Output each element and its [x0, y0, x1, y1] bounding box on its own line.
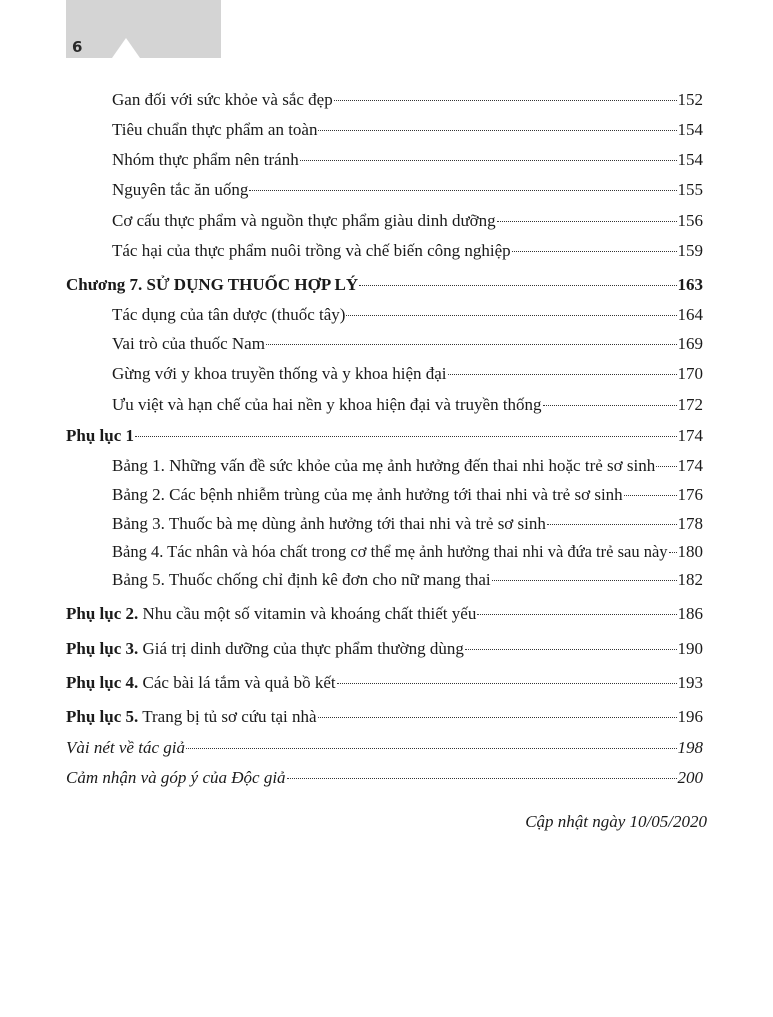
toc-chapter-title: Chương 7. SỬ DỤNG THUỐC HỢP LÝ [66, 275, 359, 294]
toc-entry [112, 455, 703, 477]
toc-entry-page: 172 [677, 395, 703, 414]
toc-entry-title: Tác dụng của tân dược (thuốc tây) [112, 305, 346, 324]
toc-entry-title: Tiêu chuẩn thực phẩm an toàn [112, 120, 318, 139]
toc-entry-title: Vài nét về tác giả [66, 738, 185, 757]
toc-appendix-page: 190 [677, 639, 703, 658]
appendix-label: Phụ lục 1 [66, 426, 135, 445]
toc-appendix-title [66, 425, 134, 447]
appendix-text: Các bài lá tắm và quả bồ kết [138, 673, 336, 692]
dot-leader [337, 683, 677, 684]
toc-appendix-title [66, 638, 464, 660]
toc-entry [66, 767, 703, 789]
dot-leader [266, 344, 677, 345]
toc-entry-title: Nguyên tắc ăn uống [112, 180, 249, 199]
dot-leader [669, 552, 677, 553]
toc-appendix [66, 638, 703, 660]
toc-appendix [66, 672, 703, 694]
toc-entry [112, 149, 703, 171]
toc-entry-page: 169 [677, 334, 703, 353]
toc-entry-title: Cảm nhận và góp ý của Độc giả [66, 768, 286, 787]
toc-entry [112, 363, 703, 385]
appendix-label: Phụ lục 2. [66, 604, 139, 623]
toc-entry-title: Bảng 5. Thuốc chống chỉ định kê đơn cho nữ mang thai [112, 570, 491, 589]
toc-appendix [66, 603, 703, 625]
toc-entry-title: Gan đối với sức khỏe và sắc đẹp [112, 90, 333, 109]
toc-entry [112, 210, 703, 232]
toc-chapter [66, 274, 703, 296]
tab-notch [112, 38, 140, 58]
appendix-text: Trang bị tủ sơ cứu tại nhà [138, 707, 317, 726]
appendix-text: Nhu cầu một số vitamin và khoáng chất thiết yếu [138, 604, 477, 623]
dot-leader [249, 190, 676, 191]
toc-appendix-page: 186 [677, 604, 703, 623]
toc-entry-title: Nhóm thực phẩm nên tránh [112, 150, 299, 169]
toc-entry-page: 178 [677, 514, 703, 533]
toc-entry-page: 159 [677, 241, 703, 260]
toc-entry-title: Bảng 2. Các bệnh nhiễm trùng của mẹ ảnh hưởng tới thai nhi và trẻ sơ sinh [112, 485, 623, 504]
dot-leader [543, 405, 677, 406]
dot-leader [186, 748, 677, 749]
toc-appendix-page: 196 [677, 707, 703, 726]
toc-entry-page: 154 [677, 120, 703, 139]
dot-leader [318, 717, 677, 718]
appendix-label: Phụ lục 3. [66, 639, 139, 658]
toc-appendix [66, 425, 703, 447]
toc-appendix [66, 706, 703, 728]
toc-entry-page: 164 [677, 305, 703, 324]
toc-entry-page: 200 [677, 768, 703, 787]
dot-leader [346, 315, 676, 316]
dot-leader [359, 285, 676, 286]
toc-entry [112, 484, 703, 506]
toc-entry-title: Bảng 4. Tác nhân và hóa chất trong cơ thể mẹ ảnh hưởng thai nhi và đứa trẻ sau này [112, 542, 668, 561]
dot-leader [656, 466, 676, 467]
dot-leader [135, 436, 676, 437]
toc-entry [112, 394, 703, 416]
toc-entry [112, 119, 703, 141]
dot-leader [477, 614, 676, 615]
toc-appendix-title [66, 706, 317, 728]
appendix-text: Giá trị dinh dưỡng của thực phẩm thường dùng [138, 639, 464, 658]
toc-entry [112, 179, 703, 201]
dot-leader [512, 251, 677, 252]
dot-leader [497, 221, 677, 222]
toc-entry [112, 304, 703, 326]
dot-leader [334, 100, 677, 101]
toc-entry-title: Bảng 3. Thuốc bà mẹ dùng ảnh hưởng tới thai nhi và trẻ sơ sinh [112, 514, 546, 533]
toc-entry-title: Tác hại của thực phẩm nuôi trồng và chế biến công nghiệp [112, 241, 511, 260]
toc-entry-page: 174 [677, 456, 703, 475]
toc-entry [112, 89, 703, 111]
dot-leader [300, 160, 677, 161]
toc-entry-page: 152 [677, 90, 703, 109]
toc-entry-page: 180 [677, 542, 703, 561]
page-number: 6 [72, 38, 83, 56]
dot-leader [624, 495, 677, 496]
toc-entry [112, 569, 703, 591]
appendix-label: Phụ lục 5. [66, 707, 139, 726]
appendix-label: Phụ lục 4. [66, 673, 139, 692]
toc-chapter-page: 163 [677, 275, 703, 294]
page-number-tab [66, 0, 221, 58]
dot-leader [492, 580, 677, 581]
toc-entry-page: 176 [677, 485, 703, 504]
toc-entry [112, 333, 703, 355]
toc-entry-title: Bảng 1. Những vấn đề sức khỏe của mẹ ảnh hưởng đến thai nhi hoặc trẻ sơ sinh [112, 456, 656, 475]
toc-appendix-page: 174 [677, 426, 703, 445]
toc-entry-page: 182 [677, 570, 703, 589]
toc-entry [112, 541, 703, 563]
toc-entry-page: 156 [677, 211, 703, 230]
toc-appendix-title [66, 672, 336, 694]
dot-leader [287, 778, 677, 779]
toc-entry [66, 737, 703, 759]
update-date: Cập nhật ngày 10/05/2020 [525, 812, 707, 831]
dot-leader [547, 524, 677, 525]
toc-entry [112, 240, 703, 262]
dot-leader [318, 130, 676, 131]
dot-leader [448, 374, 677, 375]
toc-appendix-title [66, 603, 476, 625]
toc-appendix-page: 193 [677, 673, 703, 692]
toc-entry [112, 513, 703, 535]
toc-entry-title: Vai trò của thuốc Nam [112, 334, 265, 353]
dot-leader [465, 649, 677, 650]
toc-entry-page: 170 [677, 364, 703, 383]
toc-entry-page: 198 [677, 738, 703, 757]
toc-entry-title: Cơ cấu thực phẩm và nguồn thực phẩm giàu dinh dưỡng [112, 211, 496, 230]
toc-entry-title: Gừng với y khoa truyền thống và y khoa hiện đại [112, 364, 447, 383]
toc-entry-page: 154 [677, 150, 703, 169]
toc-entry-title: Ưu việt và hạn chế của hai nền y khoa hiện đại và truyền thống [112, 395, 542, 414]
toc-entry-page: 155 [677, 180, 703, 199]
